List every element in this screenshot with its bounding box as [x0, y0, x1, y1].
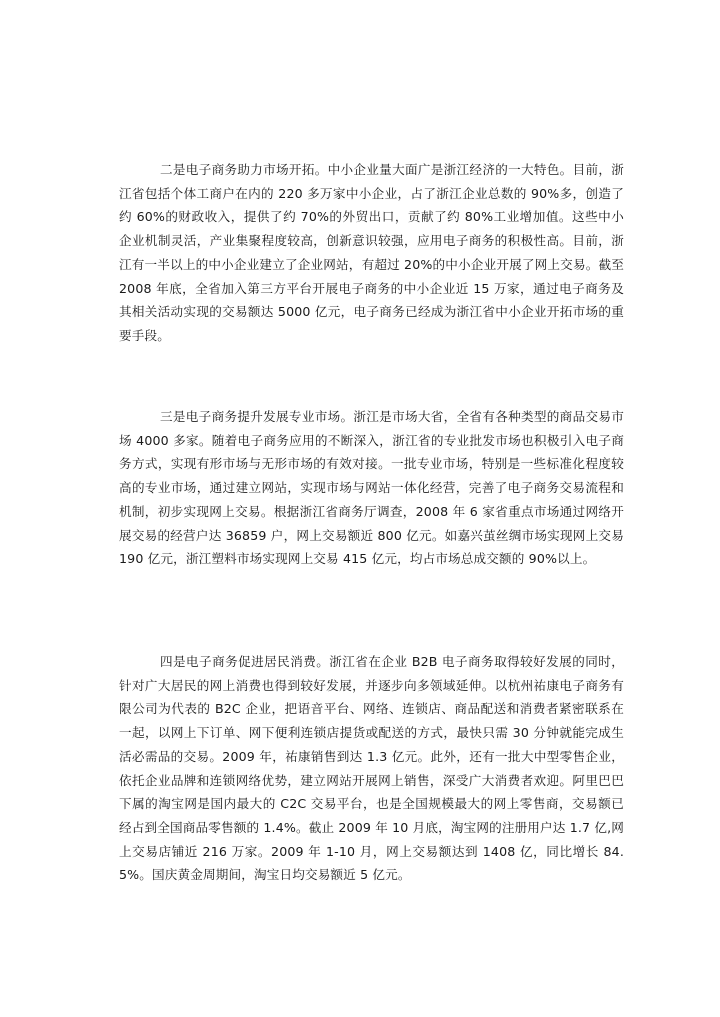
- paragraph-professional-markets: 三是电子商务提升发展专业市场。浙江是市场大省，全省有各种类型的商品交易市场 4000 多家。随着电子商务应用的不断深入，浙江省的专业批发市场也积极引入电子商务方式，实现有形市场与无形市场的有效对接。一批专业市场，特别是一些标准化程度较高的专业市场，通过建立网站，实现市场与网站一体化经营，完善了电子商务交易流程和机制，初步实现网上交易。根据浙江省商务厅调查，2008 年 6 家省重点市场通过网络开展交易的经营户达 36859 户，网上交易额近 800 亿元。如嘉兴茧丝绸市场实现网上交易 190 亿元，浙江塑料市场实现网上交易 415 亿元，均占市场总成交额的 90%以上。: [119, 409, 624, 567]
- paragraph-sme-market-expansion: 二是电子商务助力市场开拓。中小企业量大面广是浙江经济的一大特色。目前，浙江省包括个体工商户在内的 220 多万家中小企业，占了浙江企业总数的 90%多，创造了约 60%的财政收入，提供了约 70%的外贸出口，贡献了约 80%工业增加值。这些中小企业机制灵活，产业集聚程度较高，创新意识较强，应用电子商务的积极性高。目前，浙江有一半以上的中小企业建立了企业网站，有超过 20%的中小企业开展了网上交易。截至 2008 年底，全省加入第三方平台开展电子商务的中小企业近 15 万家，通过电子商务及其相关活动实现的交易额达 5000 亿元，电子商务已经成为浙江省中小企业开拓市场的重要手段。: [119, 162, 624, 343]
- paragraph-consumer-spending: 四是电子商务促进居民消费。浙江省在企业 B2B 电子商务取得较好发展的同时，针对广大居民的网上消费也得到较好发展，并逐步向多领域延伸。以杭州祐康电子商务有限公司为代表的 B2C 企业，把语音平台、网络、连锁店、商品配送和消费者紧密联系在一起，以网上下订单、网下便利连锁店提货或配送的方式，最快只需 30 分钟就能完成生活必需品的交易。2009 年，祐康销售到达 1.3 亿元。此外，还有一批大中型零售企业，依托企业品牌和连锁网络优势，建立网站开展网上销售，深受广大消费者欢迎。阿里巴巴下属的淘宝网是国内最大的 C2C 交易平台，也是全国规模最大的网上零售商，交易额已经占到全国商品零售额的 1.4%。截止 2009 年 10 月底，淘宝网的注册用户达 1.7 亿,网上交易店铺近 216 万家。2009 年 1-10 月，网上交易额达到 1408 亿，同比增长 84.5%。国庆黄金周期间，淘宝日均交易额近 5 亿元。: [119, 654, 624, 883]
